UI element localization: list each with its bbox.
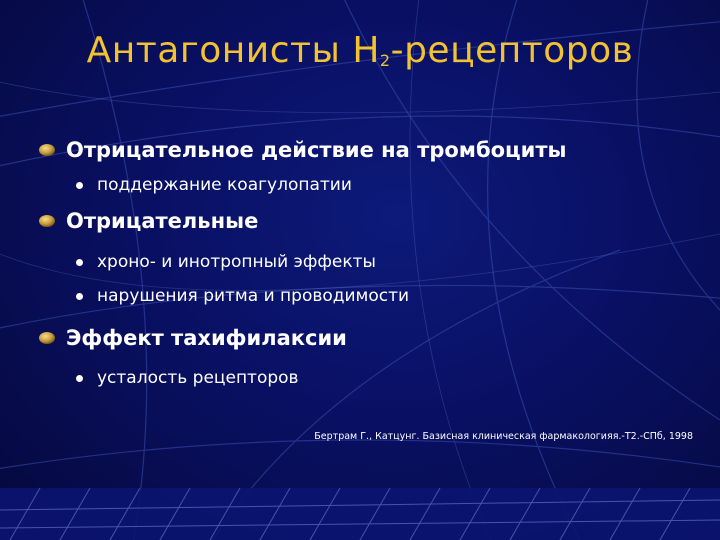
- slide-title: [0, 30, 720, 71]
- title-main: Антагонисты H: [86, 30, 380, 71]
- white-dot-icon: [76, 182, 83, 189]
- white-dot-icon: [76, 375, 83, 382]
- bullet-text: поддержание коагулопатии: [97, 175, 352, 195]
- title-tail: -рецепторов: [390, 30, 634, 71]
- gold-sphere-icon: [38, 212, 56, 230]
- bullet-level1-tachyphylaxis: [38, 326, 347, 350]
- bullet-level2-coagulopathy: [76, 175, 352, 195]
- bullet-text: хроно- и инотропный эффекты: [97, 252, 376, 272]
- title-subscript: 2: [379, 51, 391, 70]
- bullet-level2-rhythm: [76, 286, 409, 306]
- bullet-level2-receptor-fatigue: [76, 368, 299, 388]
- white-dot-icon: [76, 259, 83, 266]
- bullet-text: нарушения ритма и проводимости: [97, 286, 410, 306]
- bullet-text: Отрицательные: [66, 209, 259, 233]
- bullet-text: усталость рецепторов: [97, 368, 299, 388]
- white-dot-icon: [76, 293, 83, 300]
- bullet-text: Эффект тахифилаксии: [66, 326, 347, 350]
- bullet-text: Отрицательное действие на тромбоциты: [66, 138, 567, 162]
- bullet-level1-negative: [38, 209, 258, 233]
- gold-sphere-icon: [38, 141, 56, 159]
- bullet-level2-chrono-inotropic: [76, 252, 376, 272]
- citation: Бертрам Г., Катцунг. Базисная клиническая фармакологияя.-Т2.-СПб, 1998: [314, 431, 693, 442]
- gold-sphere-icon: [38, 329, 56, 347]
- bullet-level1-thrombocytes: [38, 138, 566, 162]
